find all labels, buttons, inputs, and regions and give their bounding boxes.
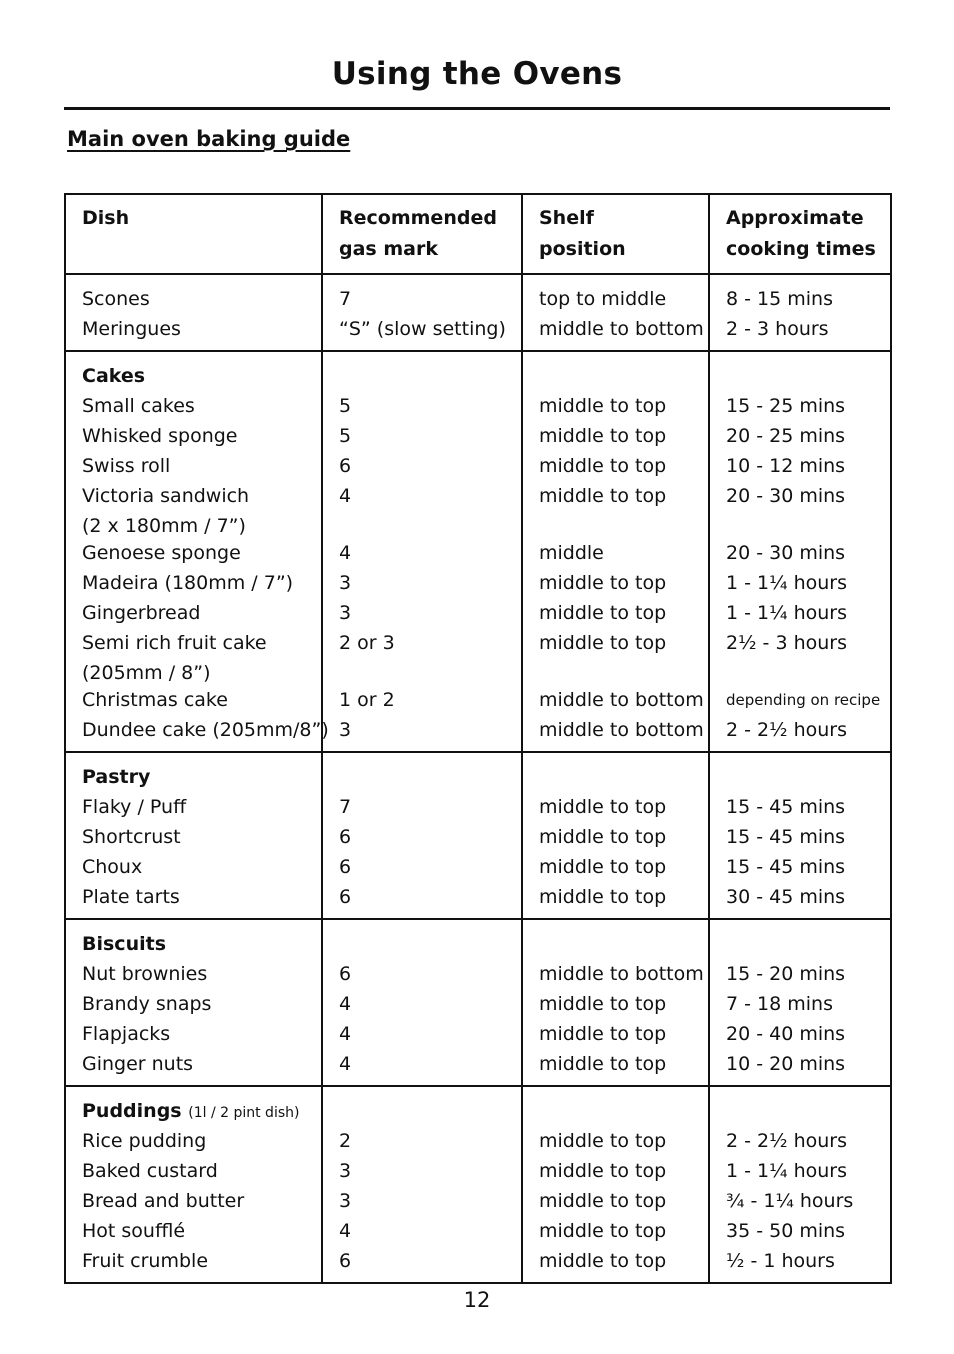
shelf-position-value: middle to bottom	[539, 689, 704, 711]
cooking-time-value: 15 - 25 mins	[726, 395, 846, 417]
cell-gas	[322, 1086, 522, 1283]
shelf-position-value: top to middle	[539, 288, 667, 310]
gas-mark-value: 2	[339, 1130, 352, 1152]
cooking-time-value: 2 - 2½ hours	[726, 719, 847, 741]
cooking-time-value: depending on recipe	[726, 691, 881, 709]
group-title: Cakes	[82, 365, 146, 387]
dish-name: Nut brownies	[82, 963, 208, 985]
cell-shelf	[522, 274, 709, 351]
cell-gas	[322, 919, 522, 1086]
dish-name: Bread and butter	[82, 1190, 245, 1212]
cell-gas	[322, 752, 522, 919]
row-spacer	[726, 511, 890, 538]
dish-name: Small cakes	[82, 395, 195, 417]
gas-mark-value: 5	[339, 395, 352, 417]
row-spacer	[339, 511, 521, 538]
shelf-position-value: middle to top	[539, 1053, 667, 1075]
shelf-position-value: middle to top	[539, 886, 667, 908]
row-spacer	[726, 658, 890, 685]
gas-mark-value: 3	[339, 572, 352, 594]
gas-mark-value: 1 or 2	[339, 689, 395, 711]
cooking-time-value: 1 - 1¼ hours	[726, 1160, 847, 1182]
shelf-position-value: middle to top	[539, 1023, 667, 1045]
gas-mark-value: 6	[339, 886, 352, 908]
baking-guide-table	[64, 193, 892, 1284]
cell-time	[709, 919, 891, 1086]
shelf-position-value: middle to top	[539, 425, 667, 447]
cell-shelf	[522, 351, 709, 752]
table-header-row	[65, 194, 891, 274]
shelf-position-value: middle to top	[539, 455, 667, 477]
shelf-position-value: middle	[539, 542, 604, 564]
cell-dish	[65, 752, 322, 919]
cooking-time-value: 1 - 1¼ hours	[726, 572, 847, 594]
dish-name: Scones	[82, 288, 150, 310]
shelf-position-value: middle to top	[539, 796, 667, 818]
group-heading-spacer	[339, 929, 521, 959]
shelf-position-value: middle to top	[539, 395, 667, 417]
dish-name: Genoese sponge	[82, 542, 241, 564]
group-heading	[82, 361, 321, 391]
group-heading	[82, 1096, 321, 1126]
group-heading-spacer	[539, 1096, 708, 1126]
cooking-time-value: 2 - 3 hours	[726, 318, 829, 340]
gas-mark-value: 4	[339, 485, 352, 507]
cooking-time-value: 15 - 45 mins	[726, 796, 846, 818]
shelf-position-value: middle to top	[539, 1160, 667, 1182]
cooking-time-value: 20 - 25 mins	[726, 425, 846, 447]
cooking-time-value: 8 - 15 mins	[726, 288, 833, 310]
cooking-time-value: 10 - 20 mins	[726, 1053, 846, 1075]
cell-time	[709, 274, 891, 351]
column-header-line: Approximate	[726, 207, 864, 229]
shelf-position-value: middle to top	[539, 572, 667, 594]
dish-name: Shortcrust	[82, 826, 181, 848]
cooking-time-value: 20 - 30 mins	[726, 542, 846, 564]
table-group-row	[65, 1086, 891, 1283]
cooking-time-value: 20 - 30 mins	[726, 485, 846, 507]
gas-mark-value: 3	[339, 1160, 352, 1182]
shelf-position-value: middle to bottom	[539, 719, 704, 741]
cooking-time-value: 7 - 18 mins	[726, 993, 833, 1015]
column-header-cooking-times	[709, 194, 891, 274]
shelf-position-value: middle to top	[539, 1130, 667, 1152]
gas-mark-value: 3	[339, 1190, 352, 1212]
shelf-position-value: middle to top	[539, 1220, 667, 1242]
dish-name: Rice pudding	[82, 1130, 207, 1152]
cooking-time-value: 30 - 45 mins	[726, 886, 846, 908]
group-note: (1l / 2 pint dish)	[188, 1105, 300, 1121]
gas-mark-value: 2 or 3	[339, 632, 395, 654]
group-heading	[82, 929, 321, 959]
shelf-position-value: middle to top	[539, 1190, 667, 1212]
group-title: Biscuits	[82, 933, 166, 955]
column-header-line: Recommended	[339, 207, 497, 229]
gas-mark-value: 4	[339, 1220, 352, 1242]
dish-name: Flapjacks	[82, 1023, 171, 1045]
dish-name: (2 x 180mm / 7”)	[82, 515, 246, 537]
row-spacer	[539, 658, 708, 685]
gas-mark-value: 7	[339, 796, 352, 818]
group-heading-spacer	[339, 361, 521, 391]
cooking-time-value: 10 - 12 mins	[726, 455, 846, 477]
table-group-row	[65, 351, 891, 752]
shelf-position-value: middle to top	[539, 993, 667, 1015]
gas-mark-value: 6	[339, 963, 352, 985]
cooking-time-value: 2 - 2½ hours	[726, 1130, 847, 1152]
dish-name: Whisked sponge	[82, 425, 238, 447]
group-heading	[82, 762, 321, 792]
group-heading-spacer	[539, 762, 708, 792]
group-heading-spacer	[539, 361, 708, 391]
cell-time	[709, 752, 891, 919]
table-group-row	[65, 919, 891, 1086]
page-title: Using the Ovens	[331, 56, 623, 92]
gas-mark-value: “S” (slow setting)	[339, 318, 506, 340]
dish-name: Flaky / Puff	[82, 796, 187, 818]
cooking-time-value: 15 - 20 mins	[726, 963, 846, 985]
group-heading-spacer	[339, 762, 521, 792]
cooking-time-value: 35 - 50 mins	[726, 1220, 846, 1242]
gas-mark-value: 3	[339, 719, 352, 741]
gas-mark-value: 4	[339, 993, 352, 1015]
column-header-dish	[65, 194, 322, 274]
cooking-time-value: 15 - 45 mins	[726, 826, 846, 848]
dish-name: Baked custard	[82, 1160, 218, 1182]
dish-name: Dundee cake (205mm/8”)	[82, 719, 329, 741]
dish-name: Semi rich fruit cake	[82, 632, 267, 654]
shelf-position-value: middle to top	[539, 485, 667, 507]
gas-mark-value: 5	[339, 425, 352, 447]
gas-mark-value: 7	[339, 288, 352, 310]
dish-name: (205mm / 8”)	[82, 662, 211, 684]
shelf-position-value: middle to bottom	[539, 963, 704, 985]
column-header-line: Shelf	[539, 207, 594, 229]
section-heading: Main oven baking guide	[67, 127, 351, 151]
shelf-position-value: middle to top	[539, 632, 667, 654]
dish-name: Madeira (180mm / 7”)	[82, 572, 294, 594]
cell-dish	[65, 351, 329, 752]
cell-shelf	[522, 1086, 709, 1283]
shelf-position-value: middle to top	[539, 856, 667, 878]
title-divider	[64, 107, 890, 110]
page-number: 12	[463, 1288, 491, 1312]
shelf-position-value: middle to top	[539, 602, 667, 624]
shelf-position-value: middle to top	[539, 1250, 667, 1272]
column-header-line: gas mark	[339, 238, 438, 260]
column-header-shelf-position	[522, 194, 709, 274]
group-title: Pastry	[82, 766, 151, 788]
dish-name: Choux	[82, 856, 143, 878]
gas-mark-value: 4	[339, 1053, 352, 1075]
dish-name: Meringues	[82, 318, 181, 340]
table-body	[65, 274, 891, 1283]
cell-gas	[322, 351, 522, 752]
group-heading-spacer	[539, 929, 708, 959]
cell-gas	[322, 274, 522, 351]
group-heading-spacer	[726, 1096, 890, 1126]
gas-mark-value: 3	[339, 602, 352, 624]
gas-mark-value: 6	[339, 856, 352, 878]
dish-name: Swiss roll	[82, 455, 171, 477]
gas-mark-value: 4	[339, 1023, 352, 1045]
cooking-time-value: 1 - 1¼ hours	[726, 602, 847, 624]
group-heading-spacer	[339, 1096, 521, 1126]
dish-name: Ginger nuts	[82, 1053, 194, 1075]
dish-name: Plate tarts	[82, 886, 180, 908]
gas-mark-value: 4	[339, 542, 352, 564]
group-title: Puddings	[82, 1100, 182, 1122]
cell-time	[709, 351, 891, 752]
dish-name: Fruit crumble	[82, 1250, 209, 1272]
dish-name: Hot soufflé	[82, 1220, 186, 1242]
dish-name: Brandy snaps	[82, 993, 212, 1015]
cell-shelf	[522, 919, 709, 1086]
cell-time	[709, 1086, 891, 1283]
cell-dish	[65, 1086, 322, 1283]
shelf-position-value: middle to top	[539, 826, 667, 848]
row-spacer	[539, 511, 708, 538]
column-header-line: cooking times	[726, 238, 876, 260]
row-spacer	[339, 658, 521, 685]
shelf-position-value: middle to bottom	[539, 318, 704, 340]
cell-shelf	[522, 752, 709, 919]
cooking-time-value: ½ - 1 hours	[726, 1250, 835, 1272]
cooking-time-value: 2½ - 3 hours	[726, 632, 847, 654]
table-group-row	[65, 274, 891, 351]
group-heading-spacer	[726, 361, 890, 391]
gas-mark-value: 6	[339, 1250, 352, 1272]
gas-mark-value: 6	[339, 826, 352, 848]
dish-name: Victoria sandwich	[82, 485, 250, 507]
table-group-row	[65, 752, 891, 919]
dish-name: Gingerbread	[82, 602, 201, 624]
column-header-gas-mark	[322, 194, 522, 274]
group-heading-spacer	[726, 929, 890, 959]
cell-dish	[65, 919, 322, 1086]
cooking-time-value: 20 - 40 mins	[726, 1023, 846, 1045]
cooking-time-value: 15 - 45 mins	[726, 856, 846, 878]
cell-dish	[65, 274, 322, 351]
dish-name: Christmas cake	[82, 689, 228, 711]
group-heading-spacer	[726, 762, 890, 792]
cooking-time-value: ¾ - 1¼ hours	[726, 1190, 854, 1212]
column-header-line: Dish	[82, 207, 130, 229]
gas-mark-value: 6	[339, 455, 352, 477]
column-header-line: position	[539, 238, 626, 260]
